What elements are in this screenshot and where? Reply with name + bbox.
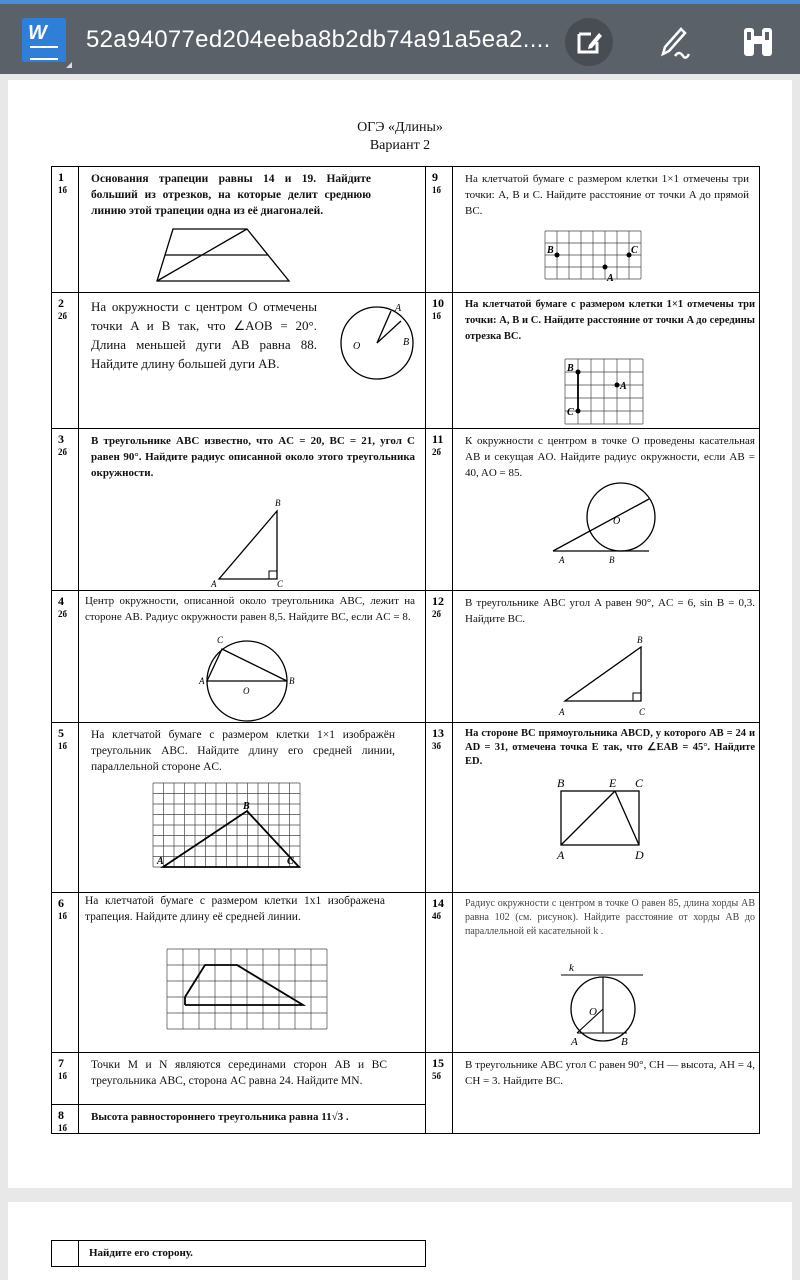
svg-text:B: B <box>567 363 574 374</box>
right-triangle-figure-12 <box>453 591 759 723</box>
table-row <box>52 893 760 1053</box>
svg-text:A: A <box>157 856 164 867</box>
task-cell-3 <box>79 429 426 591</box>
task-text: Точки M и N являются серединами сторон AB и BC треугольника ABC, сторона AC равна 24. Найдите MN. <box>91 1059 387 1087</box>
task-number-cell <box>52 1241 79 1267</box>
task-text: На клетчатой бумаге с размером клетки 1×1 отмечены три точки: A, B и C. Найдите расстояние от точки A до середины отрезка BC. <box>465 299 755 342</box>
svg-text:A: A <box>395 303 402 314</box>
edit-button[interactable] <box>565 18 613 66</box>
document-page-1[interactable] <box>8 80 792 1188</box>
task-points: 1б <box>58 1071 67 1081</box>
task-text: В треугольнике ABC угол C равен 90°, CH — высота, AH = 4, CH = 3. Найдите BC. <box>465 1059 755 1087</box>
svg-text:O: O <box>589 1006 597 1018</box>
task-number-cell <box>52 293 79 429</box>
word-icon-letter: W <box>28 22 47 44</box>
task-points: 1б <box>58 185 67 195</box>
task-number-cell <box>52 1105 79 1134</box>
task-text: Центр окружности, описанной около треугольника ABC, лежит на стороне AB. Радиус окружности равен 8,5. Найдите BC, если AC = 8. <box>85 595 415 623</box>
table-row <box>52 723 760 893</box>
task-points: 2б <box>432 609 441 619</box>
task-num: 13 <box>432 726 444 740</box>
svg-text:A: A <box>559 707 565 717</box>
svg-text:A: A <box>571 1036 578 1048</box>
task-text: На окружности с центром O отмечены точки A и B так, что ∠AOB = 20°. Длина меньшей дуги AB равна 88. Найдите длину большей дуги AB. <box>91 299 317 371</box>
task-num: 9 <box>432 170 438 184</box>
doc-title: ОГЭ «Длины» <box>357 120 443 135</box>
svg-text:B: B <box>243 801 250 812</box>
document-file-name: 52a94077ed204eeba8b2db74a91a5ea2.... <box>86 26 551 53</box>
doc-variant: Вариант 2 <box>369 138 431 153</box>
task-num: 2 <box>58 296 64 310</box>
svg-text:C: C <box>287 856 294 867</box>
task-cell-14 <box>453 893 760 1053</box>
task-num: 3 <box>58 432 64 446</box>
task-num: 1 <box>58 170 64 184</box>
grid-figure-10 <box>453 293 759 429</box>
svg-text:E: E <box>609 776 617 790</box>
task-cell-15 <box>453 1053 760 1134</box>
annotate-button[interactable] <box>655 22 695 62</box>
svg-text:C: C <box>639 707 646 717</box>
svg-text:C: C <box>635 776 644 790</box>
task-text: Найдите его сторону. <box>89 1247 193 1259</box>
edit-icon <box>565 18 613 66</box>
task-cell-10 <box>453 293 760 429</box>
task-cell-2 <box>79 293 426 429</box>
task-points: 1б <box>432 185 441 195</box>
task-points: 2б <box>58 609 67 619</box>
svg-text:O: O <box>243 686 250 696</box>
task-cell-11 <box>453 429 760 591</box>
task-points: 1б <box>58 741 67 751</box>
task-num: 6 <box>58 896 64 910</box>
task-number-cell <box>52 893 79 1053</box>
task-number-cell <box>52 429 79 591</box>
task-points: 2б <box>58 311 67 321</box>
task-points: 5б <box>432 1071 441 1081</box>
pen-icon <box>655 22 695 62</box>
table-row <box>52 429 760 591</box>
task-text: В треугольнике ABC известно, что AC = 20, BC = 21, угол C равен 90°. Найдите радиус описанной около этого треугольника окружности. <box>91 435 415 479</box>
svg-text:B: B <box>637 635 643 645</box>
task-cell-8 <box>79 1105 426 1134</box>
task-number-cell <box>52 1053 79 1105</box>
binoculars-icon <box>738 22 778 62</box>
tasks-table <box>51 166 760 1134</box>
app-bar <box>0 0 800 74</box>
svg-text:A: A <box>559 555 565 565</box>
tasks-table-continued <box>51 1240 426 1267</box>
task-cell-1 <box>79 167 426 293</box>
circle-figure-2 <box>79 293 425 429</box>
tangent-circle-figure-11 <box>453 429 759 591</box>
task-number-cell <box>52 591 79 723</box>
task-num: 7 <box>58 1056 64 1070</box>
task-number-cell <box>426 723 453 893</box>
table-row <box>52 1053 760 1105</box>
svg-text:O: O <box>353 341 361 352</box>
task-cell-12 <box>453 591 760 723</box>
task-num: 5 <box>58 726 64 740</box>
svg-text:B: B <box>547 245 554 256</box>
table-row <box>52 293 760 429</box>
task-number-cell <box>426 293 453 429</box>
task-number-cell <box>52 723 79 893</box>
task-cell-13 <box>453 723 760 893</box>
task-points: 4б <box>432 911 441 921</box>
grid-figure-6 <box>79 893 425 1053</box>
inscribed-triangle-figure-4 <box>79 591 425 723</box>
task-cell-5 <box>79 723 426 893</box>
rectangle-figure-13 <box>453 723 759 893</box>
task-text: Высота равностороннего треугольника равна 11√3 . <box>91 1111 349 1123</box>
task-points: 1б <box>432 311 441 321</box>
svg-text:C: C <box>217 635 224 645</box>
task-text: Основания трапеции равны 14 и 19. Найдите больший из отрезков, на которые делит среднюю линию этой трапеции одна из её диагоналей. <box>91 173 371 217</box>
task-text: Радиус окружности с центром в точке O равен 85, длина хорды AB равна 102 (см. рисунок). Найдите расстояние от хорды AB до параллельной ей касательной k . <box>465 898 755 937</box>
task-number-cell <box>426 429 453 591</box>
table-row <box>52 591 760 723</box>
task-text: На клетчатой бумаге с размером клетки 1×1 изображён треугольник ABC. Найдите длину его средней линии, параллельной стороне AC. <box>91 729 395 773</box>
task-points: 3б <box>432 741 441 751</box>
svg-text:D: D <box>635 848 644 862</box>
trapezoid-figure <box>79 167 425 293</box>
svg-text:A: A <box>211 579 217 589</box>
task-num: 4 <box>58 594 64 608</box>
task-points: 2б <box>432 447 441 457</box>
task-text: На клетчатой бумаге с размером клетки 1x1 изображена трапеция. Найдите длину её средней линии. <box>85 895 385 923</box>
svg-text:C: C <box>277 579 284 589</box>
right-triangle-figure-3 <box>79 429 425 591</box>
svg-text:B: B <box>621 1036 628 1048</box>
task-number-cell <box>426 591 453 723</box>
word-document-icon[interactable] <box>22 18 66 62</box>
task-number-cell <box>426 167 453 293</box>
table-row <box>52 1241 426 1267</box>
find-button[interactable] <box>738 22 778 62</box>
task-text: В треугольнике ABC угол A равен 90°, AC = 6, sin B = 0,3. Найдите BC. <box>465 597 755 625</box>
svg-text:A: A <box>199 676 205 686</box>
svg-text:A: A <box>620 381 627 392</box>
task-number-cell <box>426 893 453 1053</box>
task-text: На клетчатой бумаге с размером клетки 1×1 отмечены три точки: A, B и C. Найдите расстояние от точки A до прямой BC. <box>465 173 749 217</box>
svg-text:B: B <box>609 555 615 565</box>
task-points: 1б <box>58 911 67 921</box>
svg-text:A: A <box>607 273 614 284</box>
svg-text:A: A <box>557 848 565 862</box>
task-num: 11 <box>432 432 444 446</box>
svg-text:B: B <box>403 337 410 348</box>
svg-text:C: C <box>567 407 574 418</box>
task-text: К окружности с центром в точке O проведены касательная AB и секущая AO. Найдите радиус окружности, если AB = 40, AO = 85. <box>465 435 755 479</box>
task-number-cell <box>52 167 79 293</box>
grid-figure-5 <box>79 723 425 893</box>
svg-text:B: B <box>289 676 295 686</box>
svg-text:C: C <box>631 245 638 256</box>
svg-text:B: B <box>275 498 281 508</box>
task-num: 8 <box>58 1108 64 1122</box>
task-cell-6 <box>79 893 426 1053</box>
svg-text:O: O <box>613 516 621 527</box>
task-cell-7 <box>79 1053 426 1105</box>
task-cell-8-continued <box>79 1241 426 1267</box>
svg-text:k: k <box>569 962 574 974</box>
task-num: 15 <box>432 1056 444 1070</box>
task-text: На стороне BC прямоугольника ABCD, у которого AB = 24 и AD = 31, отмечена точка E так, что ∠EAB = 45°. Найдите ED. <box>465 728 755 767</box>
grid-figure-9 <box>453 167 759 293</box>
task-points: 1б <box>58 1123 67 1133</box>
task-cell-9 <box>453 167 760 293</box>
svg-text:B: B <box>557 776 565 790</box>
task-points: 2б <box>58 447 67 457</box>
table-row <box>52 167 760 293</box>
task-num: 12 <box>432 594 444 608</box>
task-num: 10 <box>432 296 444 310</box>
task-cell-4 <box>79 591 426 723</box>
document-page-2[interactable] <box>8 1202 792 1280</box>
task-num: 14 <box>432 896 444 910</box>
task-number-cell <box>426 1053 453 1134</box>
chord-figure-14 <box>453 893 759 1053</box>
